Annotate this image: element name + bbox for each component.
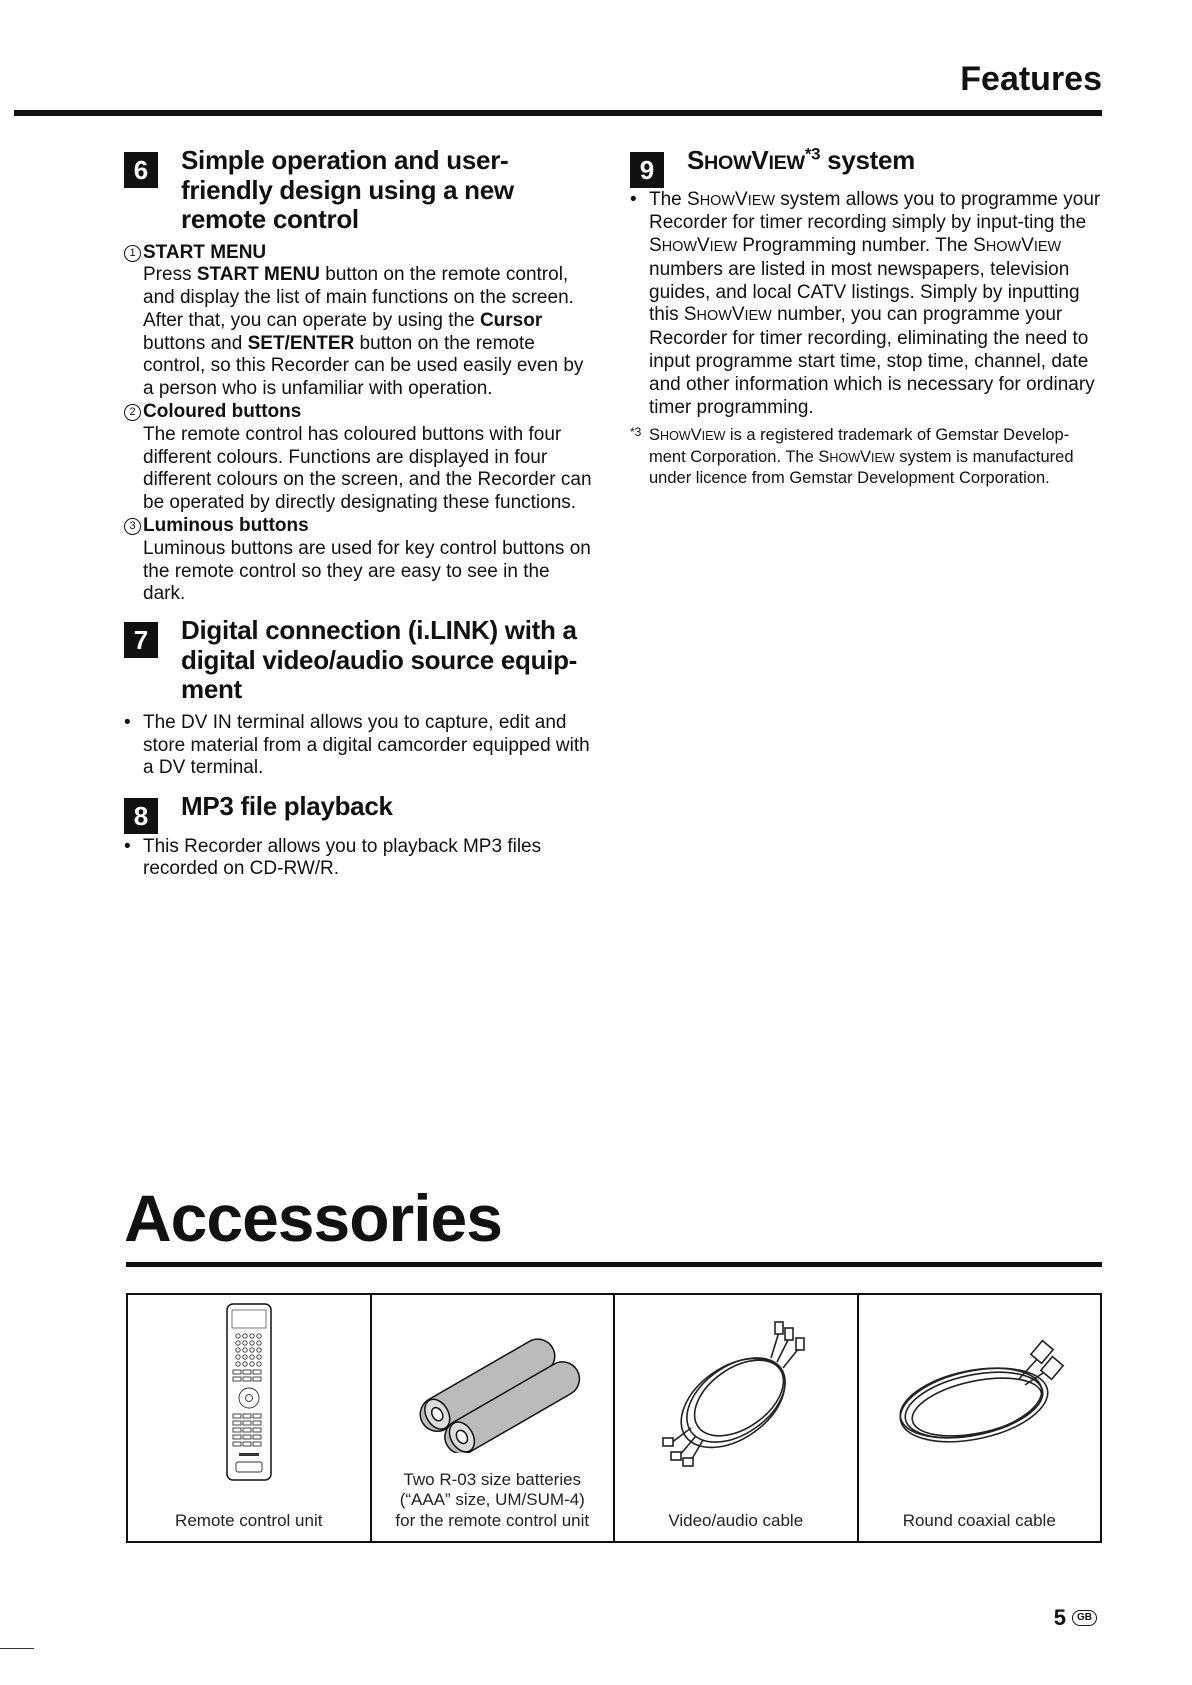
section-9 <box>630 144 1102 185</box>
section-6 <box>124 146 594 235</box>
gb-badge: GB <box>1072 1610 1097 1626</box>
accessory-coaxial-cable <box>857 1295 1101 1541</box>
av-cable-icon <box>615 1303 857 1483</box>
accessory-caption: Two R-03 size batteries (“AAA” size, UM/SUM-4) for the remote control unit <box>395 1469 590 1530</box>
section-7-bullet: • The DV IN terminal allows you to capture, edit and store material from a digital camcorder equipped with a DV terminal. <box>124 712 594 780</box>
luminous-buttons-item <box>124 515 594 606</box>
showview-bullet: • The SHOWVIEW system allows you to programme your Recorder for timer recording simply by input-ting the SHOWVIEW Programming number. The SHOWVIEW numbers are listed in most newspapers, television guides, and local CATV listings. Simply by inputting this SHOWVIEW number, you can programme your Recorder for timer recording, eliminating the need to input programme start time, stop time, channel, date and other information which is necessary for ordinary timer programming. <box>630 189 1102 420</box>
batteries-icon <box>372 1303 614 1483</box>
section-7 <box>124 616 594 705</box>
accessories-table <box>126 1293 1102 1543</box>
start-menu-title: START MENU <box>143 241 267 263</box>
section-number-8: 8 <box>124 798 158 834</box>
accessories-heading: Accessories <box>124 1181 502 1255</box>
start-menu-text: Press START MENU button on the remote control, and display the list of main functions on the screen. After that, you can operate by using the Cursor buttons and SET/ENTER button on the remote control, so this Recorder can be used easily even by a person who is unfamiliar with operation. <box>143 264 584 400</box>
accessories-rule <box>126 1262 1102 1267</box>
start-menu-item <box>124 242 594 402</box>
page-title: Features <box>960 60 1102 98</box>
accessory-caption: Round coaxial cable <box>902 1510 1056 1530</box>
coloured-buttons-title: Coloured buttons <box>143 401 302 423</box>
coaxial-cable-icon <box>859 1303 1101 1483</box>
accessory-remote <box>128 1295 370 1541</box>
accessory-caption: Video/audio cable <box>668 1510 804 1530</box>
luminous-buttons-title: Luminous buttons <box>143 515 309 537</box>
accessory-batteries <box>370 1295 614 1541</box>
footnote-mark: *3 <box>630 425 642 440</box>
right-column <box>630 146 1102 489</box>
corner-rule <box>0 1648 34 1649</box>
section-8-bullet: • This Recorder allows you to playback MP3 files recorded on CD-RW/R. <box>124 836 594 882</box>
coloured-buttons-text: The remote control has coloured buttons with four different colours. Functions are displayed in four different colours on the screen, and the Recorder can be operated by directly designating these functions. <box>143 423 592 514</box>
section-8-title: MP3 file playback <box>181 791 393 822</box>
page-number: 5 GB <box>1054 1605 1097 1631</box>
circled-number-1: 1 <box>124 245 141 262</box>
section-number-6: 6 <box>124 152 158 188</box>
left-column <box>124 146 594 881</box>
circled-number-3: 3 <box>124 518 141 535</box>
section-7-title: Digital connection (i.LINK) with a digital video/audio source equip-ment <box>181 615 578 705</box>
section-number-7: 7 <box>124 622 158 658</box>
accessory-av-cable <box>613 1295 857 1541</box>
section-9-title: SHOWVIEW$^{*3}$ system <box>687 144 915 175</box>
section-6-title: Simple operation and user-friendly design using a new remote control <box>181 145 514 234</box>
accessory-caption: Remote control unit <box>175 1510 323 1530</box>
showview-footnote: *3 SHOWVIEW is a registered trademark of Gemstar Develop-ment Corporation. The SHOWVIEW system is manufactured under licence from Gemstar Development Corporation. <box>630 425 1102 489</box>
circled-number-2: 2 <box>124 404 141 421</box>
section-number-9: 9 <box>630 152 664 188</box>
section-8 <box>124 791 594 832</box>
title-rule <box>14 110 1102 116</box>
luminous-buttons-text: Luminous buttons are used for key control buttons on the remote control so they are easy to see in the dark. <box>143 537 591 605</box>
remote-control-icon <box>128 1303 370 1483</box>
coloured-buttons-item <box>124 401 594 515</box>
